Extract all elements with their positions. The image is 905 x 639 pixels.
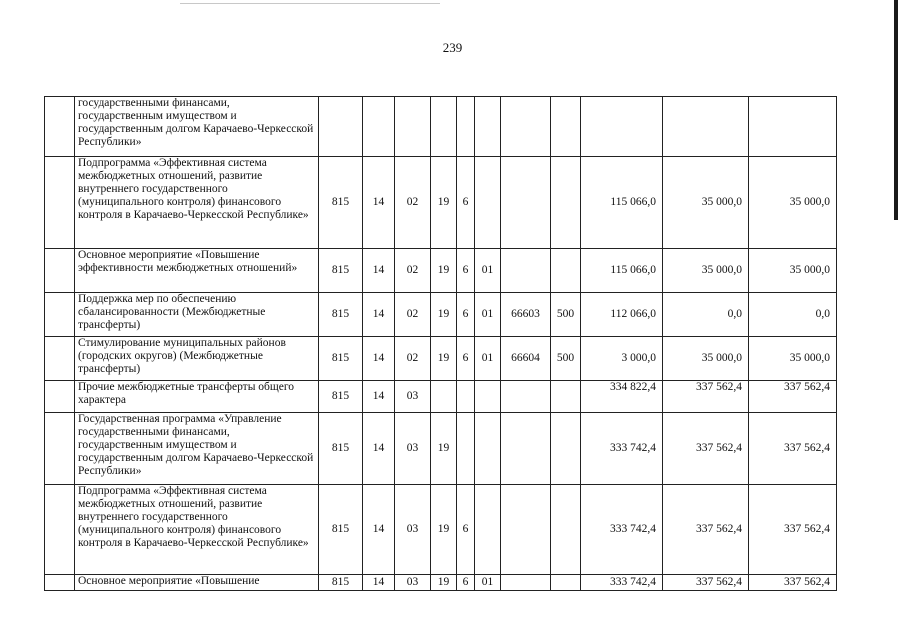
program-code-cell: 19 [431, 157, 457, 249]
subprogram-code-cell: 6 [457, 485, 475, 575]
amount-year3-cell [749, 97, 837, 157]
program-code-cell: 19 [431, 249, 457, 293]
amount-year3-cell: 35 000,0 [749, 249, 837, 293]
subsection-code-cell: 03 [395, 575, 431, 591]
subprogram-code-cell [457, 97, 475, 157]
subsection-code-cell: 03 [395, 381, 431, 413]
table-row [45, 381, 837, 413]
subsection-code-cell: 02 [395, 249, 431, 293]
subsection-code-cell: 03 [395, 485, 431, 575]
amount-year1-cell: 334 822,4 [581, 381, 663, 413]
table-row [45, 157, 837, 249]
ministry-code-cell: 815 [319, 249, 363, 293]
section-code-cell [363, 97, 395, 157]
amount-year2-cell: 337 562,4 [663, 381, 749, 413]
event-code-cell [475, 413, 501, 485]
program-code-cell: 19 [431, 485, 457, 575]
amount-year3-cell: 337 562,4 [749, 575, 837, 591]
table-row [45, 413, 837, 485]
amount-year2-cell: 337 562,4 [663, 575, 749, 591]
ministry-code-cell: 815 [319, 157, 363, 249]
expense-type-cell: 500 [551, 337, 581, 381]
direction-code-cell [501, 413, 551, 485]
direction-code-cell: 66603 [501, 293, 551, 337]
program-code-cell: 19 [431, 293, 457, 337]
ministry-code-cell: 815 [319, 575, 363, 591]
section-code-cell: 14 [363, 575, 395, 591]
program-code-cell [431, 97, 457, 157]
event-code-cell: 01 [475, 337, 501, 381]
ministry-code-cell: 815 [319, 293, 363, 337]
subprogram-code-cell: 6 [457, 337, 475, 381]
subsection-code-cell: 02 [395, 157, 431, 249]
amount-year2-cell: 35 000,0 [663, 337, 749, 381]
expense-type-cell [551, 249, 581, 293]
event-code-cell [475, 485, 501, 575]
table-row [45, 97, 837, 157]
index-cell [45, 157, 75, 249]
subprogram-code-cell: 6 [457, 575, 475, 591]
index-cell [45, 337, 75, 381]
direction-code-cell [501, 575, 551, 591]
amount-year1-cell: 112 066,0 [581, 293, 663, 337]
expense-type-cell [551, 575, 581, 591]
amount-year2-cell: 337 562,4 [663, 485, 749, 575]
expense-type-cell [551, 485, 581, 575]
index-cell [45, 97, 75, 157]
event-code-cell [475, 157, 501, 249]
amount-year2-cell: 0,0 [663, 293, 749, 337]
amount-year1-cell: 333 742,4 [581, 485, 663, 575]
program-code-cell: 19 [431, 337, 457, 381]
program-code-cell [431, 381, 457, 413]
direction-code-cell [501, 249, 551, 293]
amount-year2-cell: 35 000,0 [663, 157, 749, 249]
program-code-cell: 19 [431, 413, 457, 485]
ministry-code-cell: 815 [319, 337, 363, 381]
table-row [45, 293, 837, 337]
description-cell: Подпрограмма «Эффективная система межбюджетных отношений, развитие внутреннего государственного (муниципального контроля) финансового контроля в Карачаево-Черкесской Республике» [75, 157, 319, 249]
event-code-cell: 01 [475, 575, 501, 591]
program-code-cell: 19 [431, 575, 457, 591]
section-code-cell: 14 [363, 485, 395, 575]
ministry-code-cell [319, 97, 363, 157]
amount-year3-cell: 337 562,4 [749, 381, 837, 413]
amount-year3-cell: 337 562,4 [749, 485, 837, 575]
ministry-code-cell: 815 [319, 485, 363, 575]
description-cell: государственными финансами, государственным имуществом и государственным долгом Карачаево-Черкесской Республики» [75, 97, 319, 157]
event-code-cell [475, 97, 501, 157]
index-cell [45, 293, 75, 337]
direction-code-cell: 66604 [501, 337, 551, 381]
event-code-cell: 01 [475, 293, 501, 337]
description-cell: Прочие межбюджетные трансферты общего характера [75, 381, 319, 413]
expense-type-cell [551, 381, 581, 413]
subprogram-code-cell: 6 [457, 249, 475, 293]
page-number: 239 [442, 40, 463, 55]
description-cell: Основное мероприятие «Повышение эффективности межбюджетных отношений» [75, 249, 319, 293]
subsection-code-cell [395, 97, 431, 157]
subprogram-code-cell: 6 [457, 293, 475, 337]
scan-edge-bar [894, 0, 898, 220]
direction-code-cell [501, 485, 551, 575]
scan-artifact-line [180, 3, 440, 4]
amount-year1-cell: 333 742,4 [581, 575, 663, 591]
budget-table [44, 96, 837, 591]
section-code-cell: 14 [363, 413, 395, 485]
amount-year1-cell [581, 97, 663, 157]
subsection-code-cell: 03 [395, 413, 431, 485]
expense-type-cell [551, 97, 581, 157]
index-cell [45, 575, 75, 591]
subprogram-code-cell: 6 [457, 157, 475, 249]
section-code-cell: 14 [363, 293, 395, 337]
ministry-code-cell: 815 [319, 413, 363, 485]
table-row [45, 337, 837, 381]
amount-year3-cell: 35 000,0 [749, 337, 837, 381]
description-cell: Государственная программа «Управление государственными финансами, государственным имуществом и государственным долгом Карачаево-Черкесской Республики» [75, 413, 319, 485]
subsection-code-cell: 02 [395, 337, 431, 381]
description-cell: Поддержка мер по обеспечению сбалансированности (Межбюджетные трансферты) [75, 293, 319, 337]
index-cell [45, 249, 75, 293]
expense-type-cell [551, 157, 581, 249]
direction-code-cell [501, 97, 551, 157]
amount-year2-cell: 337 562,4 [663, 413, 749, 485]
table-row [45, 485, 837, 575]
table-row [45, 575, 837, 591]
section-code-cell: 14 [363, 249, 395, 293]
subprogram-code-cell [457, 413, 475, 485]
description-cell: Стимулирование муниципальных районов (городских округов) (Межбюджетные трансферты) [75, 337, 319, 381]
amount-year3-cell: 337 562,4 [749, 413, 837, 485]
expense-type-cell: 500 [551, 293, 581, 337]
index-cell [45, 381, 75, 413]
amount-year2-cell: 35 000,0 [663, 249, 749, 293]
amount-year3-cell: 0,0 [749, 293, 837, 337]
index-cell [45, 413, 75, 485]
subsection-code-cell: 02 [395, 293, 431, 337]
index-cell [45, 485, 75, 575]
event-code-cell: 01 [475, 249, 501, 293]
amount-year1-cell: 115 066,0 [581, 157, 663, 249]
amount-year1-cell: 333 742,4 [581, 413, 663, 485]
amount-year1-cell: 115 066,0 [581, 249, 663, 293]
expense-type-cell [551, 413, 581, 485]
ministry-code-cell: 815 [319, 381, 363, 413]
amount-year1-cell: 3 000,0 [581, 337, 663, 381]
description-cell: Подпрограмма «Эффективная система межбюджетных отношений, развитие внутреннего государственного (муниципального контроля) финансового контроля в Карачаево-Черкесской Республике» [75, 485, 319, 575]
table-row [45, 249, 837, 293]
direction-code-cell [501, 157, 551, 249]
event-code-cell [475, 381, 501, 413]
subprogram-code-cell [457, 381, 475, 413]
description-cell: Основное мероприятие «Повышение [75, 575, 319, 591]
section-code-cell: 14 [363, 381, 395, 413]
amount-year3-cell: 35 000,0 [749, 157, 837, 249]
amount-year2-cell [663, 97, 749, 157]
section-code-cell: 14 [363, 337, 395, 381]
direction-code-cell [501, 381, 551, 413]
section-code-cell: 14 [363, 157, 395, 249]
